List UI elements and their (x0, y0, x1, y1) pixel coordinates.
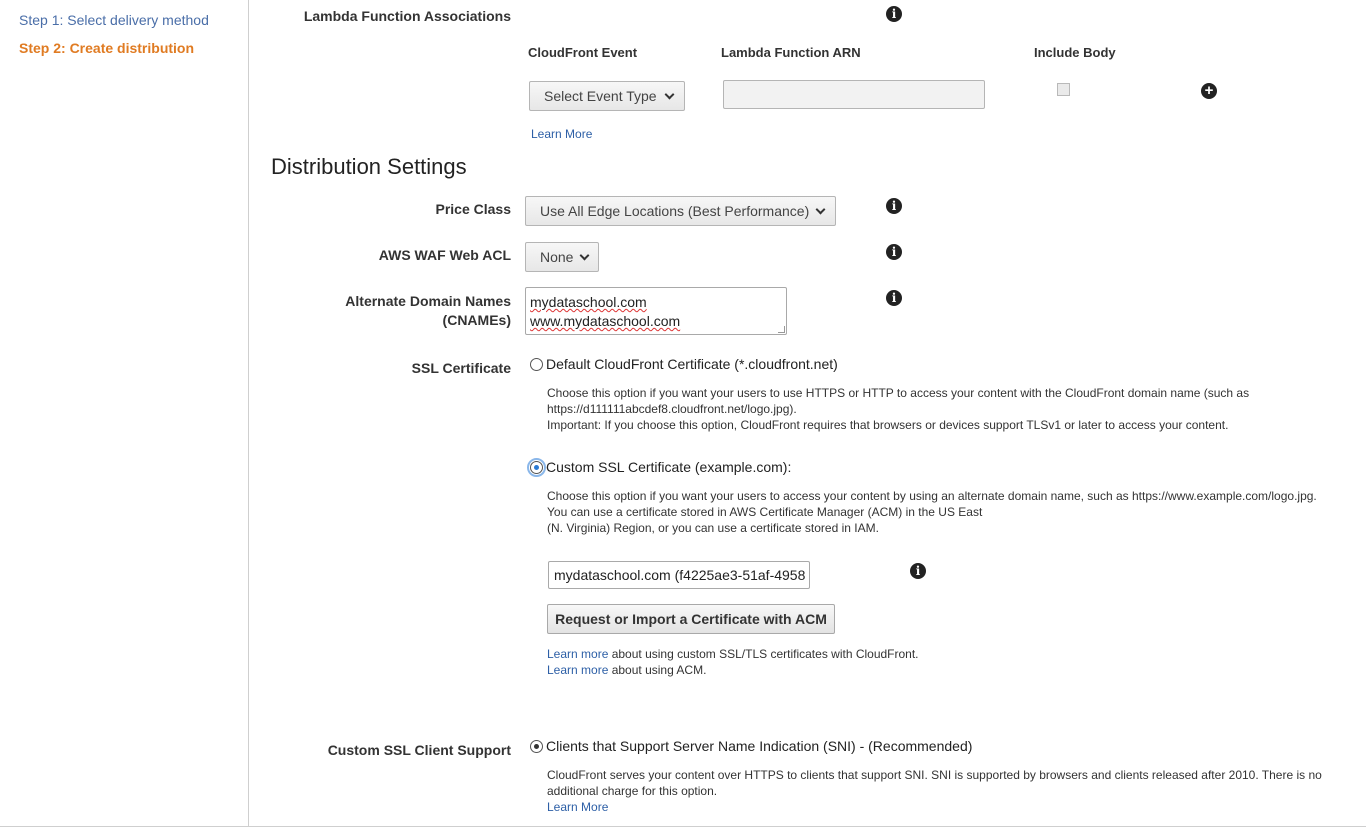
chevron-down-icon (665, 90, 675, 100)
step-2-current: Step 2: Create distribution (19, 40, 195, 56)
default-certificate-description (547, 385, 1347, 433)
default-desc-line-2: https://d111111abcdef8.cloudfront.net/logo.jpg). (547, 402, 797, 416)
col-cloudfront-event: CloudFront Event (528, 45, 638, 60)
sni-radio[interactable] (530, 740, 543, 753)
price-class-value: Use All Edge Locations (Best Performance) (540, 203, 810, 219)
client-support-label: Custom SSL Client Support (327, 742, 511, 758)
sni-learn-more-link[interactable]: Learn More (547, 800, 609, 814)
col-lambda-arn: Lambda Function ARN (721, 45, 861, 60)
info-icon[interactable]: i (886, 290, 902, 306)
custom-desc-line-3: (N. Virginia) Region, or you can use a certificate stored in IAM. (547, 521, 879, 535)
custom-certificate-radio[interactable] (530, 461, 543, 474)
lambda-learn-more-link[interactable]: Learn More (531, 127, 593, 141)
ssl-learn-more-link[interactable]: Learn more (547, 647, 609, 661)
waf-label: AWS WAF Web ACL (378, 247, 511, 263)
sni-desc-line-1: CloudFront serves your content over HTTPS to clients that support SNI. SNI is supported by browsers and clients released after 2010. There is no (547, 768, 1322, 782)
cloudfront-event-value: Select Event Type (544, 88, 657, 104)
ssl-learn-more-text: about using custom SSL/TLS certificates with CloudFront. (608, 647, 919, 661)
info-icon[interactable]: i (886, 198, 902, 214)
sni-description (547, 767, 1347, 815)
custom-certificate-option[interactable]: Custom SSL Certificate (example.com): (546, 459, 792, 475)
custom-desc-line-2: You can use a certificate stored in AWS Certificate Manager (ACM) in the US East (547, 505, 983, 519)
custom-certificate-description (547, 488, 1347, 536)
waf-value: None (540, 249, 574, 265)
cnames-textarea[interactable] (525, 287, 787, 335)
include-body-checkbox[interactable] (1057, 83, 1070, 96)
chevron-down-icon (816, 205, 826, 215)
lambda-associations-label: Lambda Function Associations (303, 8, 511, 24)
request-import-certificate-button[interactable]: Request or Import a Certificate with ACM (547, 604, 835, 634)
cname-line-2: www.mydataschool.com (530, 313, 681, 329)
sni-desc-line-2: additional charge for this option. (547, 784, 718, 798)
info-icon[interactable]: i (910, 563, 926, 579)
acm-learn-more-text: about using ACM. (608, 663, 707, 677)
acm-learn-more-line-2 (547, 662, 706, 678)
default-certificate-option[interactable]: Default CloudFront Certificate (*.cloudfront.net) (546, 356, 838, 372)
waf-select[interactable] (525, 242, 599, 272)
cnames-label-line1: Alternate Domain Names (345, 293, 511, 309)
info-icon[interactable]: i (886, 244, 902, 260)
bottom-divider (0, 826, 1366, 827)
default-desc-line-1: Choose this option if you want your users to use HTTPS or HTTP to access your content with the CloudFront domain name (such as (547, 386, 1250, 400)
cloudfront-event-select[interactable] (529, 81, 685, 111)
cname-line-1: mydataschool.com (530, 294, 647, 310)
cnames-label (251, 292, 511, 330)
certificate-input[interactable]: mydataschool.com (f4225ae3-51af-4958 (548, 561, 810, 589)
lambda-arn-input[interactable] (723, 80, 985, 109)
cnames-label-line2: (CNAMEs) (442, 312, 511, 328)
acm-learn-more-line-1 (547, 646, 919, 662)
plus-circle-icon[interactable]: + (1201, 83, 1217, 99)
default-certificate-radio[interactable] (530, 358, 543, 371)
default-desc-line-3: Important: If you choose this option, CloudFront requires that browsers or devices support TLSv1 or later to access your content. (547, 418, 1229, 432)
resize-handle-icon[interactable] (778, 326, 785, 333)
sni-option[interactable]: Clients that Support Server Name Indication (SNI) - (Recommended) (546, 738, 973, 754)
step-1-link[interactable]: Step 1: Select delivery method (19, 12, 209, 28)
acm-learn-more-link[interactable]: Learn more (547, 663, 609, 677)
price-class-select[interactable] (525, 196, 836, 226)
info-icon[interactable]: i (886, 6, 902, 22)
custom-desc-line-1: Choose this option if you want your users to access your content by using an alternate domain name, such as https://www.example.com/logo.jpg. (547, 489, 1317, 503)
price-class-label: Price Class (435, 201, 511, 217)
ssl-certificate-label: SSL Certificate (411, 360, 511, 376)
section-title: Distribution Settings (271, 154, 467, 179)
chevron-down-icon (580, 251, 590, 261)
col-include-body: Include Body (1034, 45, 1116, 60)
sidebar (0, 0, 249, 826)
